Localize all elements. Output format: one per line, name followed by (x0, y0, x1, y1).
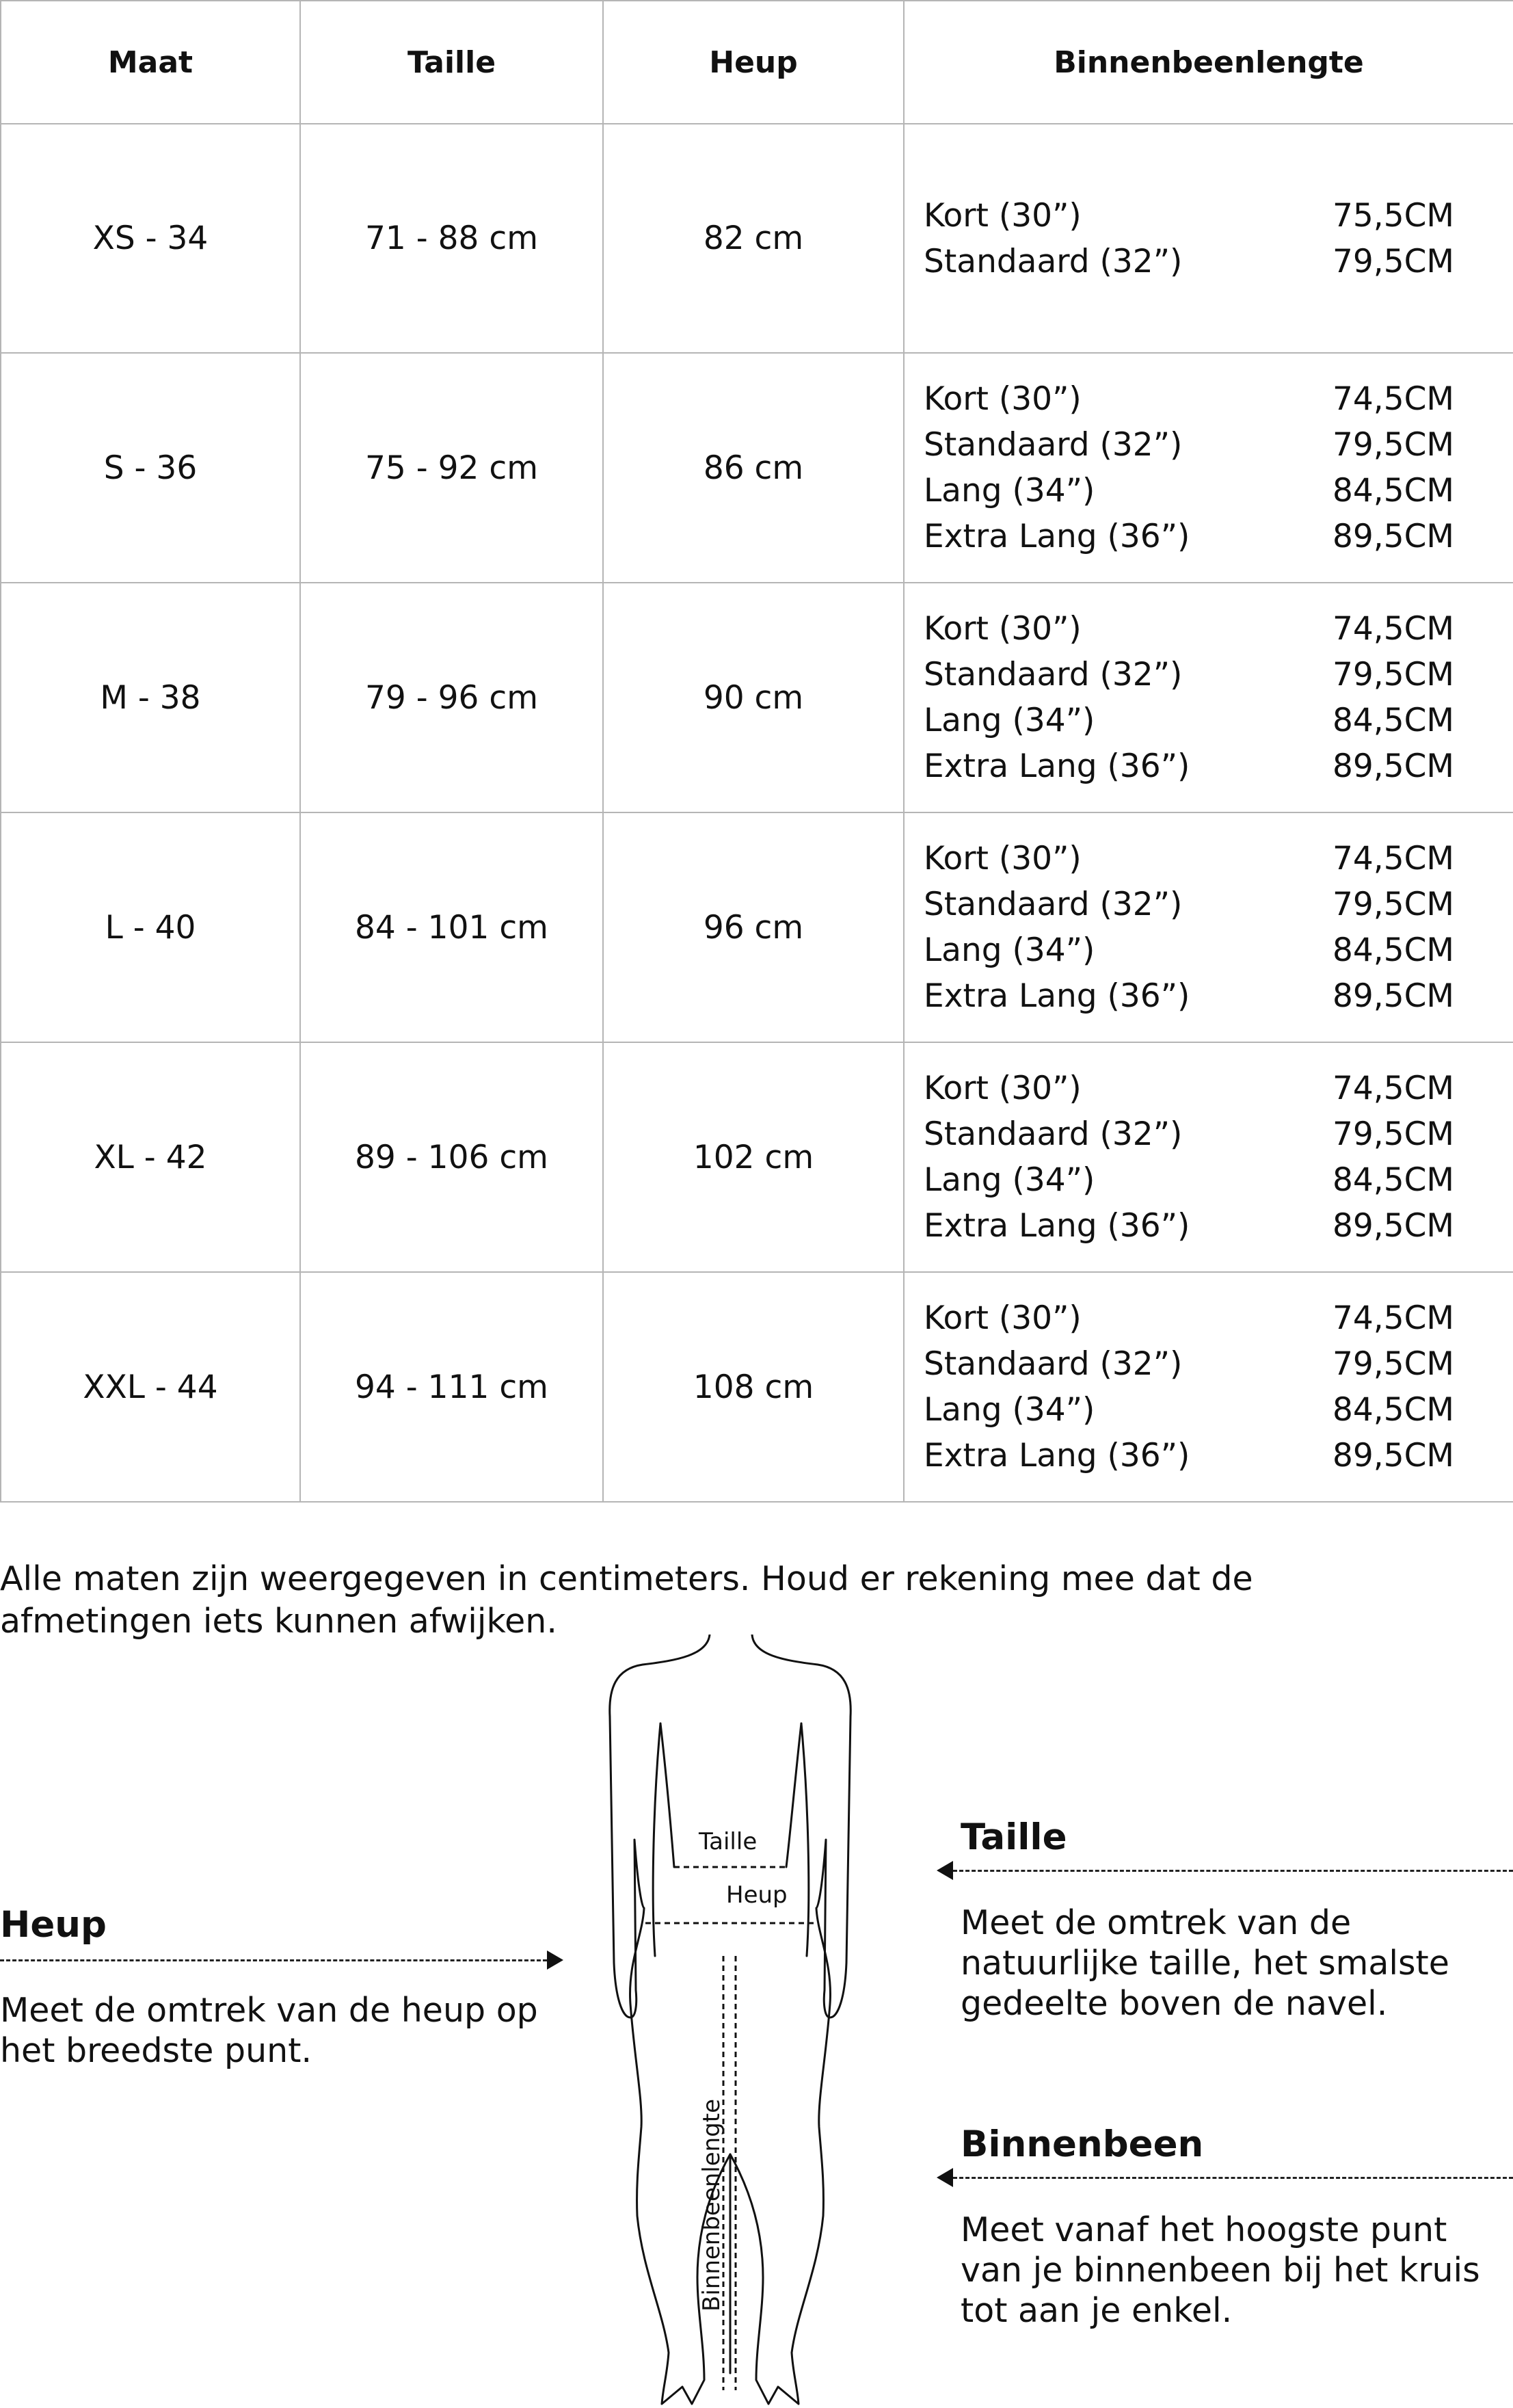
inseam-option (924, 606, 1454, 652)
inseam-option-value: 74,5CM (1332, 610, 1454, 648)
hip-cell: 82 cm (603, 124, 904, 353)
inseam-option (924, 882, 1454, 927)
inseam-option (924, 514, 1454, 559)
waist-cell: 79 - 96 cm (300, 583, 603, 812)
inseam-option (924, 239, 1454, 285)
inseam-option (924, 836, 1454, 882)
inseam-option-label: Kort (30”) (924, 380, 1082, 418)
inseam-option-label: Lang (34”) (924, 1391, 1095, 1429)
waist-title: Taille (961, 1816, 1067, 1858)
inseam-option (924, 376, 1454, 422)
waist-pointer-line (953, 1870, 1513, 1872)
inseam-cell (904, 1042, 1513, 1272)
inseam-option-value: 74,5CM (1332, 1070, 1454, 1107)
inseam-option (924, 1341, 1454, 1387)
inseam-pointer-line (953, 2177, 1513, 2179)
inseam-option-label: Kort (30”) (924, 1070, 1082, 1107)
measurement-note: Alle maten zijn weergegeven in centimeters. Houd er rekening mee dat de afmetingen iets kunnen afwijken. (0, 1559, 1253, 1641)
size-cell: S - 36 (1, 353, 300, 583)
waist-cell: 94 - 111 cm (300, 1272, 603, 1502)
inseam-option-value: 84,5CM (1332, 1391, 1454, 1429)
header-inseam: Binnenbeenlengte (904, 1, 1513, 124)
waist-text: Meet de omtrek van de natuurlijke taille, het smalste gedeelte boven de navel. (961, 1903, 1449, 2023)
inseam-option-value: 79,5CM (1332, 886, 1454, 923)
inseam-option-label: Kort (30”) (924, 1299, 1082, 1337)
hip-pointer-line (0, 1959, 547, 1961)
size-cell: XXL - 44 (1, 1272, 300, 1502)
hip-cell: 108 cm (603, 1272, 904, 1502)
inseam-option-value: 74,5CM (1332, 1299, 1454, 1337)
inseam-explanation (961, 2122, 1508, 2331)
inseam-option-value: 89,5CM (1332, 518, 1454, 555)
figure-label-hip: Heup (726, 1881, 788, 1909)
inseam-option-label: Extra Lang (36”) (924, 1207, 1190, 1245)
inseam-option (924, 927, 1454, 973)
table-row (1, 1042, 1513, 1272)
inseam-option-value: 74,5CM (1332, 380, 1454, 418)
inseam-option-label: Standaard (32”) (924, 886, 1183, 923)
hip-cell: 102 cm (603, 1042, 904, 1272)
inseam-option (924, 1387, 1454, 1433)
figure-label-inseam: Binnenbeenlengte (698, 2098, 725, 2312)
waist-cell: 89 - 106 cm (300, 1042, 603, 1272)
hip-explanation (0, 1903, 561, 2071)
inseam-option-value: 89,5CM (1332, 1207, 1454, 1245)
arrow-left-icon (937, 2168, 953, 2187)
inseam-option-label: Lang (34”) (924, 472, 1095, 510)
table-row (1, 583, 1513, 812)
inseam-option (924, 1066, 1454, 1111)
header-size: Maat (1, 1, 300, 124)
inseam-option-label: Extra Lang (36”) (924, 977, 1190, 1015)
inseam-option-value: 79,5CM (1332, 426, 1454, 464)
inseam-option-label: Kort (30”) (924, 610, 1082, 648)
waist-cell: 84 - 101 cm (300, 812, 603, 1042)
inseam-option (924, 1203, 1454, 1249)
inseam-option-label: Standaard (32”) (924, 242, 1183, 280)
table-row (1, 124, 1513, 353)
inseam-option (924, 973, 1454, 1019)
size-cell: XS - 34 (1, 124, 300, 353)
inseam-cell (904, 353, 1513, 583)
inseam-option (924, 468, 1454, 514)
inseam-option (924, 1295, 1454, 1341)
arrow-right-icon (547, 1950, 563, 1970)
inseam-option-value: 84,5CM (1332, 1161, 1454, 1199)
inseam-option-label: Extra Lang (36”) (924, 518, 1190, 555)
inseam-text: Meet vanaf het hoogste punt van je binnenbeen bij het kruis tot aan je enkel. (961, 2210, 1480, 2330)
inseam-option (924, 698, 1454, 743)
inseam-cell (904, 812, 1513, 1042)
header-hip: Heup (603, 1, 904, 124)
inseam-title: Binnenbeen (961, 2123, 1204, 2165)
inseam-option-value: 89,5CM (1332, 977, 1454, 1015)
inseam-option-label: Extra Lang (36”) (924, 747, 1190, 785)
table-row (1, 353, 1513, 583)
inseam-option-value: 74,5CM (1332, 840, 1454, 877)
inseam-option-value: 89,5CM (1332, 1437, 1454, 1474)
hip-cell: 90 cm (603, 583, 904, 812)
inseam-option-value: 79,5CM (1332, 242, 1454, 280)
inseam-option (924, 1433, 1454, 1479)
inseam-option (924, 193, 1454, 239)
hip-cell: 86 cm (603, 353, 904, 583)
inseam-option-value: 84,5CM (1332, 931, 1454, 969)
table-header-row (1, 1, 1513, 124)
table-row (1, 1272, 1513, 1502)
size-cell: M - 38 (1, 583, 300, 812)
arrow-left-icon (937, 1861, 953, 1880)
inseam-option-value: 79,5CM (1332, 1345, 1454, 1383)
waist-cell: 71 - 88 cm (300, 124, 603, 353)
inseam-option (924, 743, 1454, 789)
inseam-cell (904, 1272, 1513, 1502)
inseam-option (924, 652, 1454, 698)
inseam-cell (904, 583, 1513, 812)
inseam-option-value: 84,5CM (1332, 472, 1454, 510)
size-cell: XL - 42 (1, 1042, 300, 1272)
inseam-option-label: Lang (34”) (924, 931, 1095, 969)
inseam-option-label: Lang (34”) (924, 1161, 1095, 1199)
inseam-option-label: Standaard (32”) (924, 1345, 1183, 1383)
hip-title: Heup (0, 1904, 107, 1946)
waist-cell: 75 - 92 cm (300, 353, 603, 583)
size-cell: L - 40 (1, 812, 300, 1042)
inseam-option-label: Standaard (32”) (924, 1115, 1183, 1153)
inseam-cell (904, 124, 1513, 353)
inseam-option-value: 84,5CM (1332, 702, 1454, 739)
hip-text: Meet de omtrek van de heup op het breedste punt. (0, 1991, 538, 2070)
waist-explanation (961, 1815, 1508, 2024)
hip-cell: 96 cm (603, 812, 904, 1042)
inseam-option-value: 79,5CM (1332, 656, 1454, 693)
inseam-option (924, 1111, 1454, 1157)
table-body (1, 124, 1513, 1502)
inseam-option-label: Extra Lang (36”) (924, 1437, 1190, 1474)
inseam-option (924, 422, 1454, 468)
inseam-option-label: Kort (30”) (924, 840, 1082, 877)
inseam-option-value: 79,5CM (1332, 1115, 1454, 1153)
inseam-option-label: Kort (30”) (924, 196, 1082, 235)
inseam-option-value: 75,5CM (1332, 196, 1454, 235)
inseam-option-value: 89,5CM (1332, 747, 1454, 785)
inseam-option-label: Lang (34”) (924, 702, 1095, 739)
inseam-option-label: Standaard (32”) (924, 426, 1183, 464)
header-waist: Taille (300, 1, 603, 124)
inseam-option (924, 1157, 1454, 1203)
inseam-option-label: Standaard (32”) (924, 656, 1183, 693)
table-row (1, 812, 1513, 1042)
figure-label-waist: Taille (699, 1828, 758, 1855)
body-outline-icon (595, 1635, 868, 2408)
